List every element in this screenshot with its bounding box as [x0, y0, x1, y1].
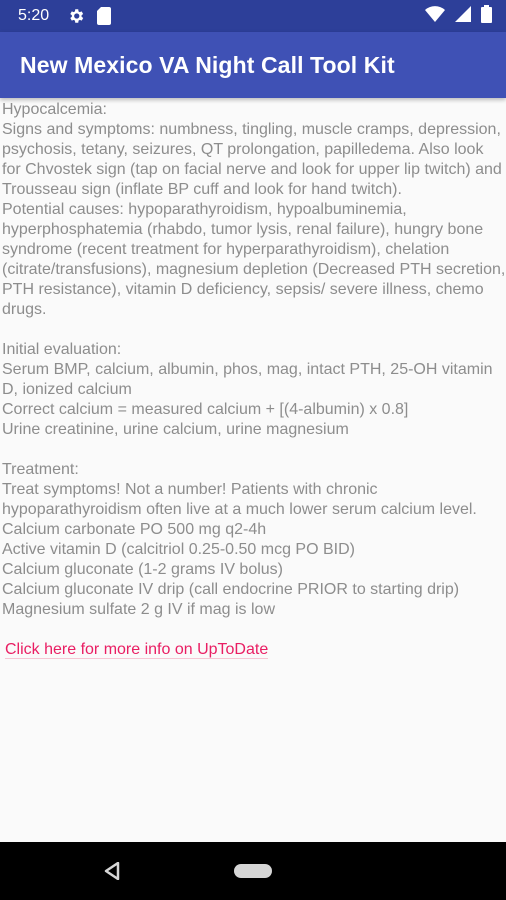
content-panel — [0, 100, 506, 842]
treatment-line: Calcium gluconate IV drip (call endocrine PRIOR to starting drip) — [2, 581, 460, 598]
battery-icon — [481, 5, 492, 28]
evaluation-line: Serum BMP, calcium, albumin, phos, mag, intact PTH, 25-OH vitamin D, ionized calcium — [2, 361, 493, 398]
spacer — [2, 320, 506, 340]
treatment-line: Magnesium sulfate 2 g IV if mag is low — [2, 601, 276, 618]
treatment-line: Calcium carbonate PO 500 mg q2-4h — [2, 521, 267, 538]
app-title: New Mexico VA Night Call Tool Kit — [20, 51, 395, 78]
treatment-line: Treat symptoms! Not a number! Patients with chronic hypoparathyroidism often live at a much lower serum calcium level. — [2, 481, 477, 518]
back-icon[interactable] — [104, 862, 120, 885]
status-bar — [0, 0, 506, 32]
navigation-bar — [0, 842, 506, 900]
signal-icon — [455, 6, 471, 27]
spacer — [2, 440, 506, 460]
sd-card-icon — [97, 7, 111, 25]
evaluation-line: Urine creatinine, urine calcium, urine magnesium — [2, 421, 349, 438]
treatment-line: Active vitamin D (calcitriol 0.25-0.50 mcg PO BID) — [2, 541, 355, 558]
section-heading-hypocalcemia: Hypocalcemia: — [2, 101, 107, 118]
gear-icon — [67, 7, 85, 25]
status-time: 5:20 — [18, 7, 50, 24]
treatment-line: Calcium gluconate (1-2 grams IV bolus) — [2, 561, 284, 578]
section-heading-evaluation: Initial evaluation: — [2, 341, 122, 358]
evaluation-line: Correct calcium = measured calcium + [(4-albumin) x 0.8] — [2, 401, 409, 418]
potential-causes-text: Potential causes: hypoparathyroidism, hypoalbuminemia, hyperphosphatemia (rhabdo, tumor lysis, renal failure), hungry bone syndrome (recent treatment for hyperparathyroidism), chelation (citrate/transfusions), magnesium depletion (Decreased PTH secretion, PTH resistance), vitamin D deficiency, sepsis/ severe illness, chemo drugs. — [2, 201, 506, 318]
signs-and-symptoms-text: Signs and symptoms: numbness, tingling, muscle cramps, depression, psychosis, tetany, seizures, QT prolongation, papilledema. Also look for Chvostek sign (tap on facial nerve and look for upper lip twitch) and Trousseau sign (inflate BP cuff and look for hand twitch). — [2, 121, 502, 198]
app-bar — [0, 32, 506, 98]
link-container — [2, 640, 506, 660]
uptodate-link[interactable]: Click here for more info on UpToDate — [5, 641, 269, 658]
wifi-icon — [425, 6, 445, 27]
home-pill-icon[interactable] — [234, 864, 272, 878]
section-heading-treatment: Treatment: — [2, 461, 79, 478]
